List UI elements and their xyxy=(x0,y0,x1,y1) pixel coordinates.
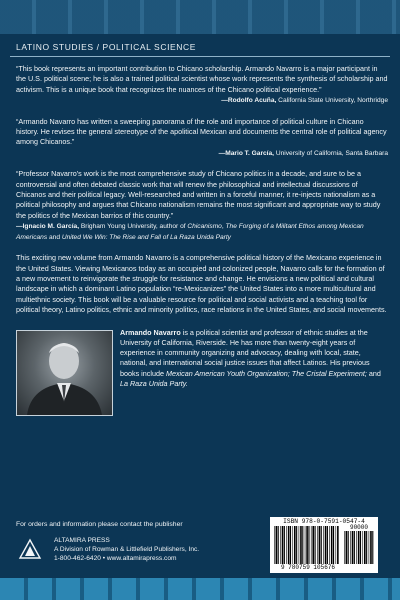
divider-line xyxy=(10,56,390,57)
category-label: LATINO STUDIES / POLITICAL SCIENCE xyxy=(16,42,197,52)
author-previous-book-2: La Raza Unida Party. xyxy=(120,379,188,389)
quote-2-attribution xyxy=(16,149,388,159)
ean-barcode-bars xyxy=(274,526,340,564)
altamira-logo-icon xyxy=(16,538,44,568)
publisher-division: A Division of Rowman & Littlefield Publishers, Inc. xyxy=(54,546,200,554)
quote-3-attribution xyxy=(16,222,388,243)
isbn-label: ISBN 978-0-7591-0547-4 xyxy=(283,518,365,525)
barcode-digits: 9 780759 105676 xyxy=(280,564,335,571)
author-bio-and: and xyxy=(366,368,381,378)
bottom-stripe-band xyxy=(0,578,400,600)
author-section xyxy=(16,326,388,418)
top-stripe-band xyxy=(0,0,400,34)
quote-3-book-2: The Forging of a Militant Ethos among Mexican Americans xyxy=(16,223,364,241)
quote-1-attribution xyxy=(16,96,388,106)
barcode xyxy=(270,517,378,573)
main-content xyxy=(16,64,388,418)
author-previous-books: Mexican American Youth Organization; The Cristal Experiment; xyxy=(165,368,367,378)
author-photo xyxy=(16,330,113,416)
quote-3-book-1: Chicanismo xyxy=(187,223,222,231)
author-bio-text: is a political scientist and professor of ethnic studies at the University of California, Riverside. He has more than twenty-eight years of experience in community organizing and advocacy, dealing with local, state, national, and international social justice issues that affect Latinos. His previous books include xyxy=(120,327,370,378)
author-bio xyxy=(120,328,388,390)
publisher-contact: 1-800-462-6420 • www.altamirapress.com xyxy=(54,555,177,563)
author-name: Armando Navarro xyxy=(120,327,181,337)
quote-1-name: —Rodolfo Acuña, xyxy=(221,97,277,105)
quote-1-text: “This book represents an important contribution to Chicano scholarship. Armando Navarro is a major participant in the U.S. political scene; he is also a trained political scientist whose work represents the synthesis of scholarship and activism. This is a unique book that recognizes the nuances of the Chicano political experience.” xyxy=(16,64,388,94)
quote-2-text: “Armando Navarro has written a sweeping panorama of the role and importance of political culture in Chicano history. He revises the general stereotype of the apolitical Mexican and documents the central role of political agency among Chicanos.” xyxy=(16,116,387,147)
quote-3-sep-1: , xyxy=(221,223,226,231)
quote-3-text: “Professor Navarro’s work is the most comprehensive study of Chicano politics in a decade, and sure to be a controversial and often debated classic work that will renew the philosophical and intellectual discussions of Chicanos and their political legacy. Well-researched and written in a forceful manner, it re-injects nationalism as a political philosophy and argues that Chicano nationalism remains the most significant and appropriate way to study the politics of the Mexican barrios of this country.” xyxy=(16,169,381,220)
quote-2-name: —Mario T. García, xyxy=(218,149,275,157)
quote-3-name: —Ignacio M. García, xyxy=(16,223,80,231)
publisher-block xyxy=(54,536,199,564)
quote-3-affiliation: Brigham Young University, author of xyxy=(79,223,188,231)
book-description: This exciting new volume from Armando Navarro is a comprehensive political history of the Mexicano experience in the United States. Viewing Mexicanos today as an occupied and colonized people, Navarro calls for the formation of a new movement to reinvigorate the struggle for resistance and change. He envisions a new political and cultural landscape in which a dominant Latino population “re-Mexicanizes” the United States into a more multicultural and multiethnic society. This book will be a valuable resource for political and social activists and a teaching tool for political theory, Latino politics, ethnic and minority politics, race relations in the United States, and social movements. xyxy=(16,253,387,315)
quote-3-sep-2: and xyxy=(47,233,62,241)
quote-2-affiliation: University of California, Santa Barbara xyxy=(274,149,388,157)
price-code: 90000 xyxy=(349,524,368,531)
publisher-name: ALTAMIRA PRESS xyxy=(54,537,110,544)
quote-1-affiliation: California State University, Northridge xyxy=(276,97,388,105)
price-barcode-bars xyxy=(344,531,374,564)
quote-3-book-3: United We Win: The Rise and Fall of La Raza Unida Party xyxy=(61,233,231,241)
order-info: For orders and information please contact the publisher xyxy=(16,521,183,528)
